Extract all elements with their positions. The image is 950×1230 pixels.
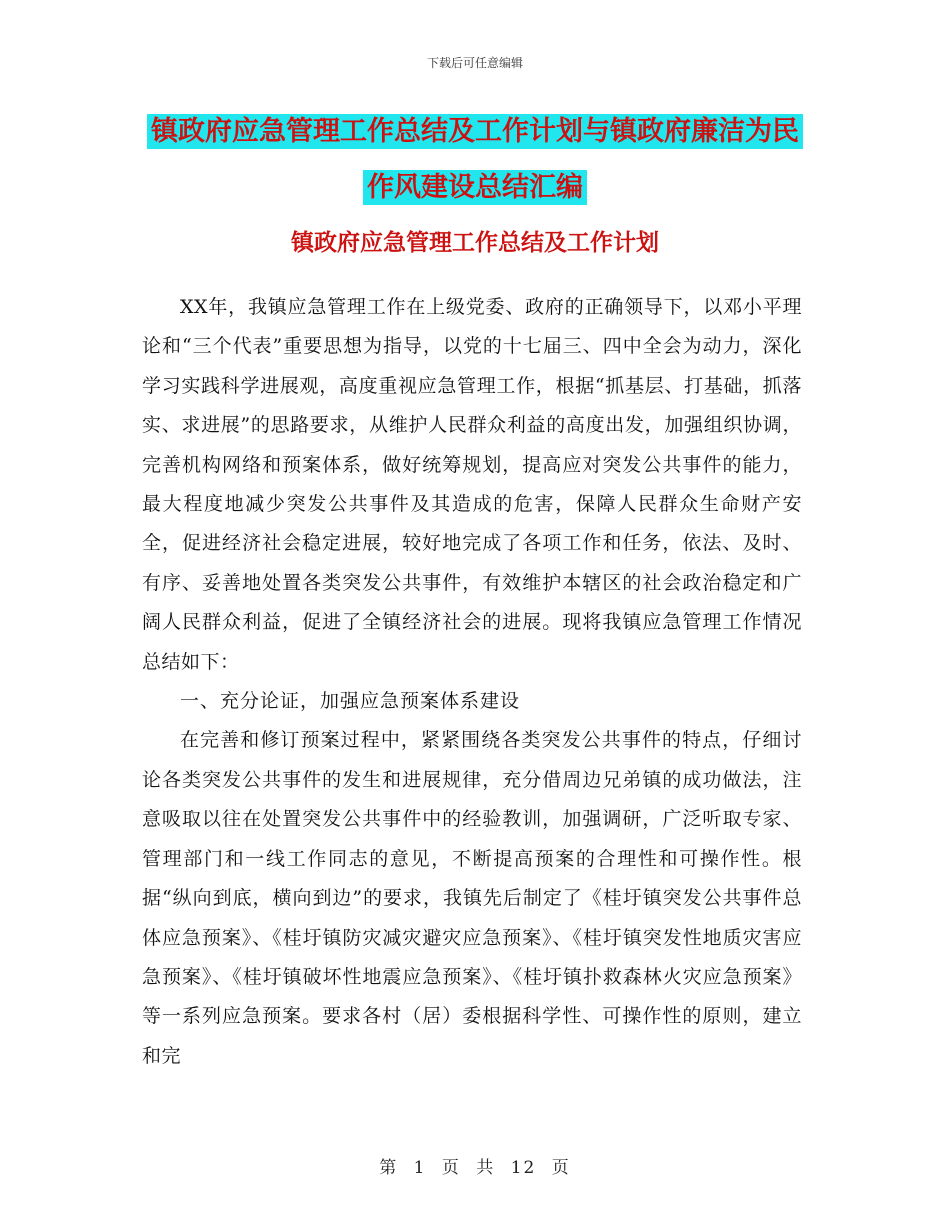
paragraph-heading: 一、充分论证，加强应急预案体系建设 <box>180 690 521 713</box>
paragraph-plan: 在完善和修订预案过程中，紧紧围绕各类突发公共事件的特点，仔细讨论各类突发公共事件的发生和进展规律，充分借周边兄弟镇的成功做法，注意吸取以往在处置突发公共事件中的经验教训，加强调研，广泛听取专家、管理部门和一线工作同志的意见，不断提高预案的合理性和可操作性。根据“纵向到底，横向到边”的要求，我镇先后制定了《桂圩镇突发公共事件总体应急预案》、《桂圩镇防灾减灾避灾应急预案》、《桂圩镇突发性地质灾害应急预案》、《桂圩镇破坏性地震应急预案》、《桂圩镇扑救森林火灾应急预案》等一系列应急预案。要求各村（居）委根据科学性、可操作性的原则，建立和完 <box>142 729 802 1067</box>
document-title-text: 镇政府应急管理工作总结及工作计划与镇政府廉洁为民作风建设总结汇编 <box>147 114 803 205</box>
page-footer: 第 1 页 共 12 页 <box>379 1158 571 1178</box>
paragraph-intro: XX年，我镇应急管理工作在上级党委、政府的正确领导下，以邓小平理论和“三个代表”重要思想为指导，以党的十七届三、四中全会为动力，深化学习实践科学进展观，高度重视应急管理工作，根据“抓基层、打基础，抓落实、求进展”的思路要求，从维护人民群众利益的高度出发，加强组织协调，完善机构网络和预案体系，做好统筹规划，提高应对突发公共事件的能力，最大程度地减少突发公共事件及其造成的危害，保障人民群众生命财产安全，促进经济社会稳定进展，较好地完成了各项工作和任务，依法、及时、有序、妥善地处置各类突发公共事件，有效维护本辖区的社会政治稳定和广阔人民群众利益，促进了全镇经济社会的进展。现将我镇应急管理工作情况总结如下： <box>142 296 802 673</box>
document-body <box>142 288 802 1076</box>
document-title <box>140 104 810 216</box>
header-note: 下载后可任意编辑 <box>426 56 523 70</box>
section-title: 镇政府应急管理工作总结及工作计划 <box>291 230 659 256</box>
